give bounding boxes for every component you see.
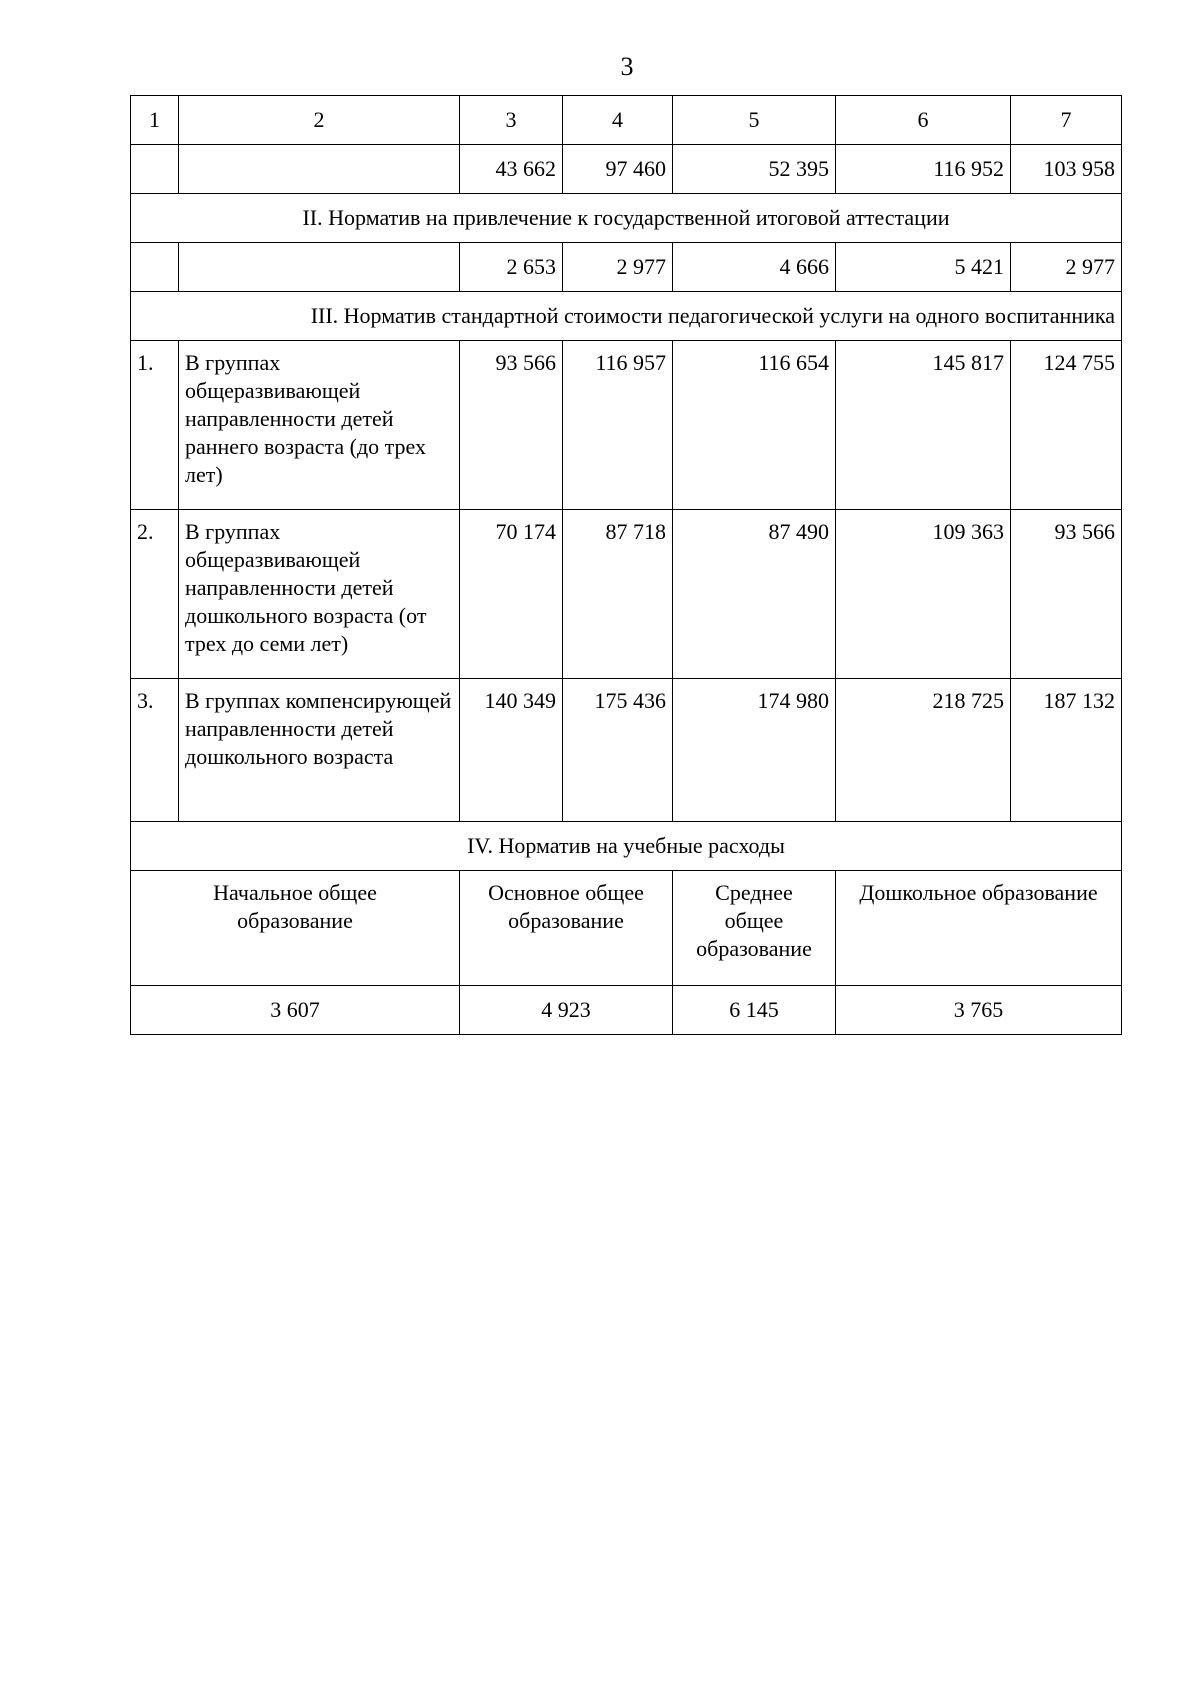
header-cell-6: 6: [836, 96, 1011, 145]
level-header: Начальное общее образование: [131, 871, 460, 986]
level-value: 6 145: [673, 986, 836, 1035]
empty-cell: [131, 243, 179, 292]
empty-cell: [179, 243, 460, 292]
value-cell: 2 977: [1011, 243, 1122, 292]
table-row: [131, 679, 1122, 822]
value-cell: 4 666: [673, 243, 836, 292]
level-value: 4 923: [460, 986, 673, 1035]
table-row: [131, 510, 1122, 679]
value-cell: 93 566: [460, 341, 563, 510]
value-cell: 93 566: [1011, 510, 1122, 679]
header-cell-2: 2: [179, 96, 460, 145]
item-label: В группах компенсирующей направленности детей дошкольного возраста: [179, 679, 460, 822]
value-cell: 70 174: [460, 510, 563, 679]
table-row: [131, 341, 1122, 510]
value-cell: 43 662: [460, 145, 563, 194]
value-cell: 116 957: [563, 341, 673, 510]
value-cell: 2 653: [460, 243, 563, 292]
header-cell-4: 4: [563, 96, 673, 145]
level-header: Среднее общее образование: [673, 871, 836, 986]
empty-cell: [179, 145, 460, 194]
header-cell-5: 5: [673, 96, 836, 145]
section2-title: II. Норматив на привлечение к государственной итоговой аттестации: [131, 194, 1122, 243]
value-cell: 116 654: [673, 341, 836, 510]
level-header: Основное общее образование: [460, 871, 673, 986]
value-cell: 116 952: [836, 145, 1011, 194]
item-number: 2.: [131, 510, 179, 679]
value-cell: 87 718: [563, 510, 673, 679]
value-cell: 140 349: [460, 679, 563, 822]
value-cell: 97 460: [563, 145, 673, 194]
level-header: Дошкольное образование: [836, 871, 1122, 986]
header-cell-1: 1: [131, 96, 179, 145]
value-cell: 87 490: [673, 510, 836, 679]
item-number: 3.: [131, 679, 179, 822]
value-cell: 174 980: [673, 679, 836, 822]
value-cell: 218 725: [836, 679, 1011, 822]
section4-title: IV. Норматив на учебные расходы: [131, 822, 1122, 871]
page-number: 3: [620, 52, 634, 81]
empty-cell: [131, 145, 179, 194]
section-heading-row: [131, 194, 1122, 243]
value-cell: 52 395: [673, 145, 836, 194]
value-cell: 109 363: [836, 510, 1011, 679]
section3-title: III. Норматив стандартной стоимости педагогической услуги на одного воспитанника: [131, 292, 1122, 341]
level-value: 3 765: [836, 986, 1122, 1035]
value-cell: 2 977: [563, 243, 673, 292]
section-heading-row: [131, 822, 1122, 871]
level-value: 3 607: [131, 986, 460, 1035]
value-cell: 124 755: [1011, 341, 1122, 510]
value-cell: 145 817: [836, 341, 1011, 510]
value-cell: 187 132: [1011, 679, 1122, 822]
value-cell: 103 958: [1011, 145, 1122, 194]
header-cell-7: 7: [1011, 96, 1122, 145]
table-row: [131, 243, 1122, 292]
norms-table: [130, 95, 1122, 1035]
education-values-row: [131, 986, 1122, 1035]
item-label: В группах общеразвивающей направленности детей дошкольного возраста (от трех до семи лет): [179, 510, 460, 679]
value-cell: 175 436: [563, 679, 673, 822]
table-row: [131, 145, 1122, 194]
section-heading-row: [131, 292, 1122, 341]
value-cell: 5 421: [836, 243, 1011, 292]
item-number: 1.: [131, 341, 179, 510]
header-row: [131, 96, 1122, 145]
header-cell-3: 3: [460, 96, 563, 145]
item-label: В группах общеразвивающей направленности детей раннего возраста (до трех лет): [179, 341, 460, 510]
education-levels-row: [131, 871, 1122, 986]
